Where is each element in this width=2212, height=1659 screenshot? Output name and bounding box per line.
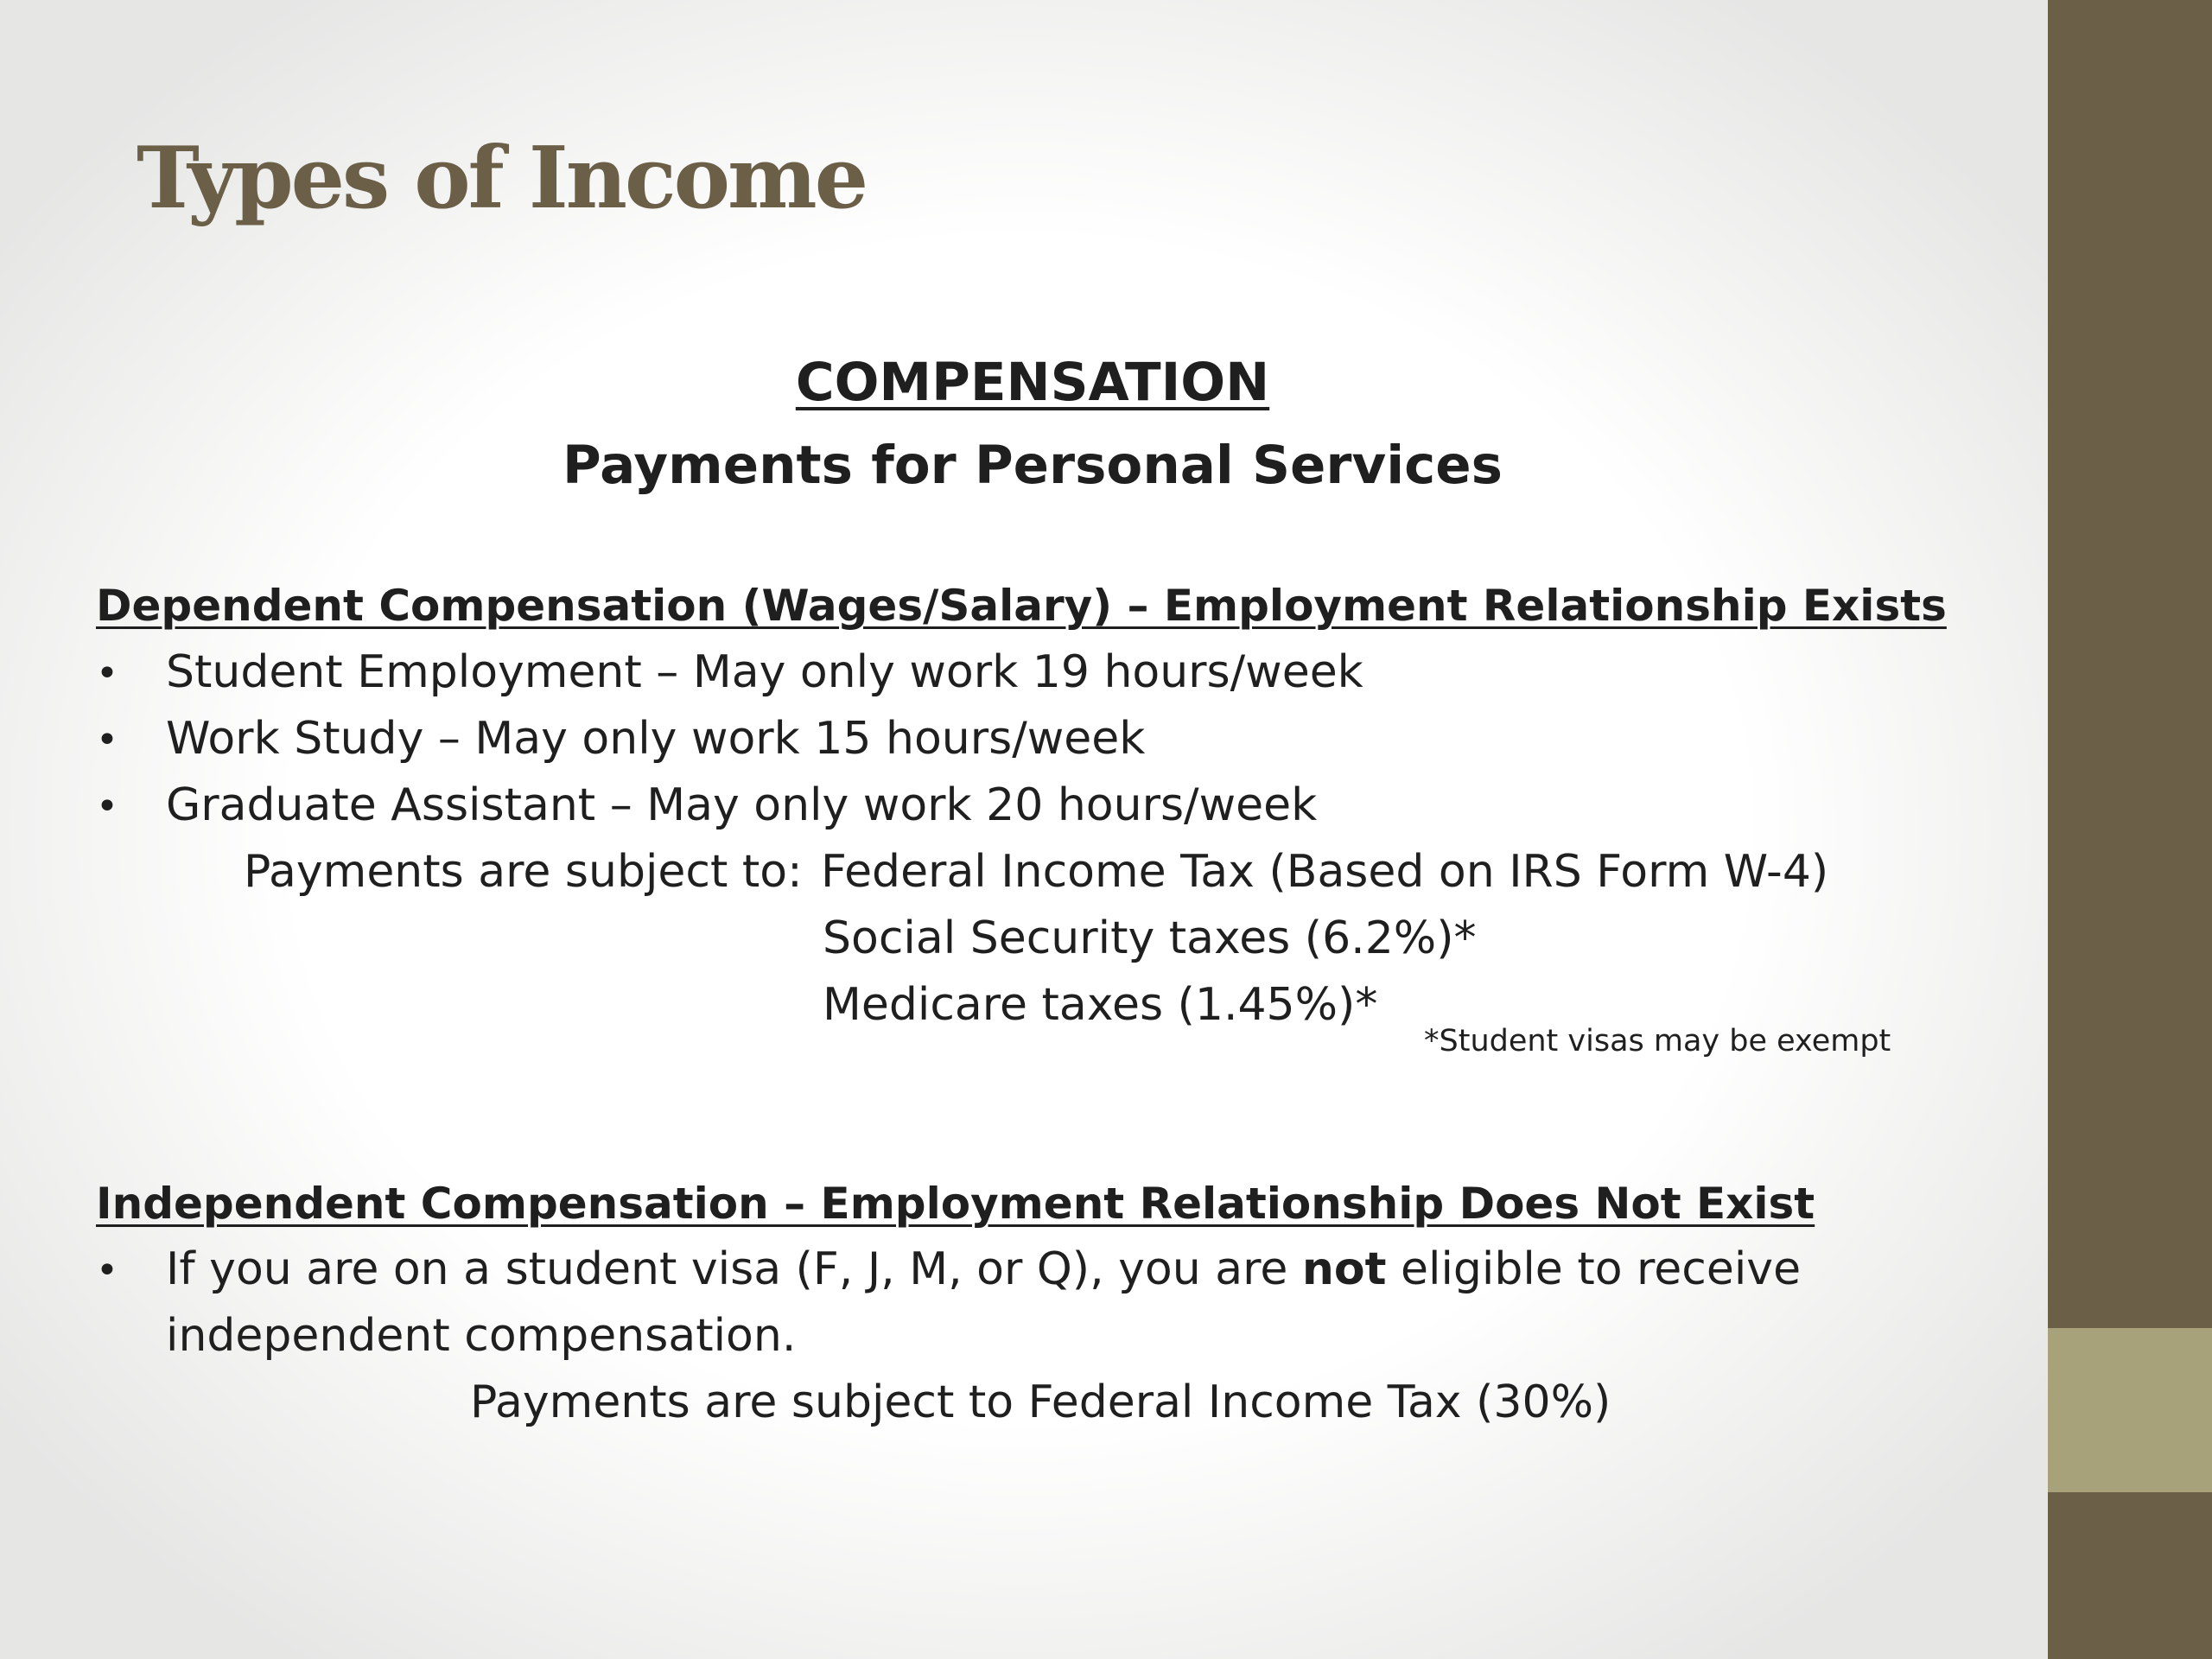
- tax-medicare: Medicare taxes (1.45%)*: [823, 979, 1378, 1031]
- section-subheading: Payments for Personal Services: [563, 435, 1503, 496]
- independent-payment-note: Payments are subject to Federal Income Tax (30%): [470, 1376, 1611, 1428]
- independent-bullet: [166, 1243, 1802, 1295]
- bullet-dot: •: [96, 652, 118, 696]
- independent-bullet-continuation: independent compensation.: [166, 1310, 797, 1362]
- independent-bullet-text-end: eligible to receive: [1386, 1243, 1802, 1295]
- bullet-dot: •: [96, 718, 118, 762]
- dependent-bullet-2: Work Study – May only work 15 hours/week: [166, 713, 1146, 765]
- tax-social-security: Social Security taxes (6.2%)*: [823, 912, 1477, 964]
- independent-heading: Independent Compensation – Employment Relationship Does Not Exist: [96, 1179, 1815, 1229]
- bullet-dot: •: [96, 1249, 118, 1293]
- dependent-bullet-1: Student Employment – May only work 19 hours/week: [166, 646, 1363, 698]
- tax-federal-income: Federal Income Tax (Based on IRS Form W-4): [821, 846, 1829, 898]
- dependent-bullet-3: Graduate Assistant – May only work 20 hours/week: [166, 779, 1318, 831]
- student-visa-footnote: *Student visas may be exempt: [1424, 1024, 1891, 1058]
- subject-to-label: Payments are subject to:: [244, 846, 803, 898]
- dependent-heading: Dependent Compensation (Wages/Salary) – Employment Relationship Exists: [96, 581, 1947, 631]
- slide-title: Types of Income: [137, 129, 867, 228]
- section-heading: COMPENSATION: [795, 352, 1270, 413]
- independent-bullet-emphasis: not: [1301, 1243, 1387, 1295]
- bullet-dot: •: [96, 785, 118, 829]
- sidebar-accent-block: [2048, 1328, 2212, 1492]
- independent-bullet-text-start: If you are on a student visa (F, J, M, or Q), you are: [166, 1243, 1302, 1295]
